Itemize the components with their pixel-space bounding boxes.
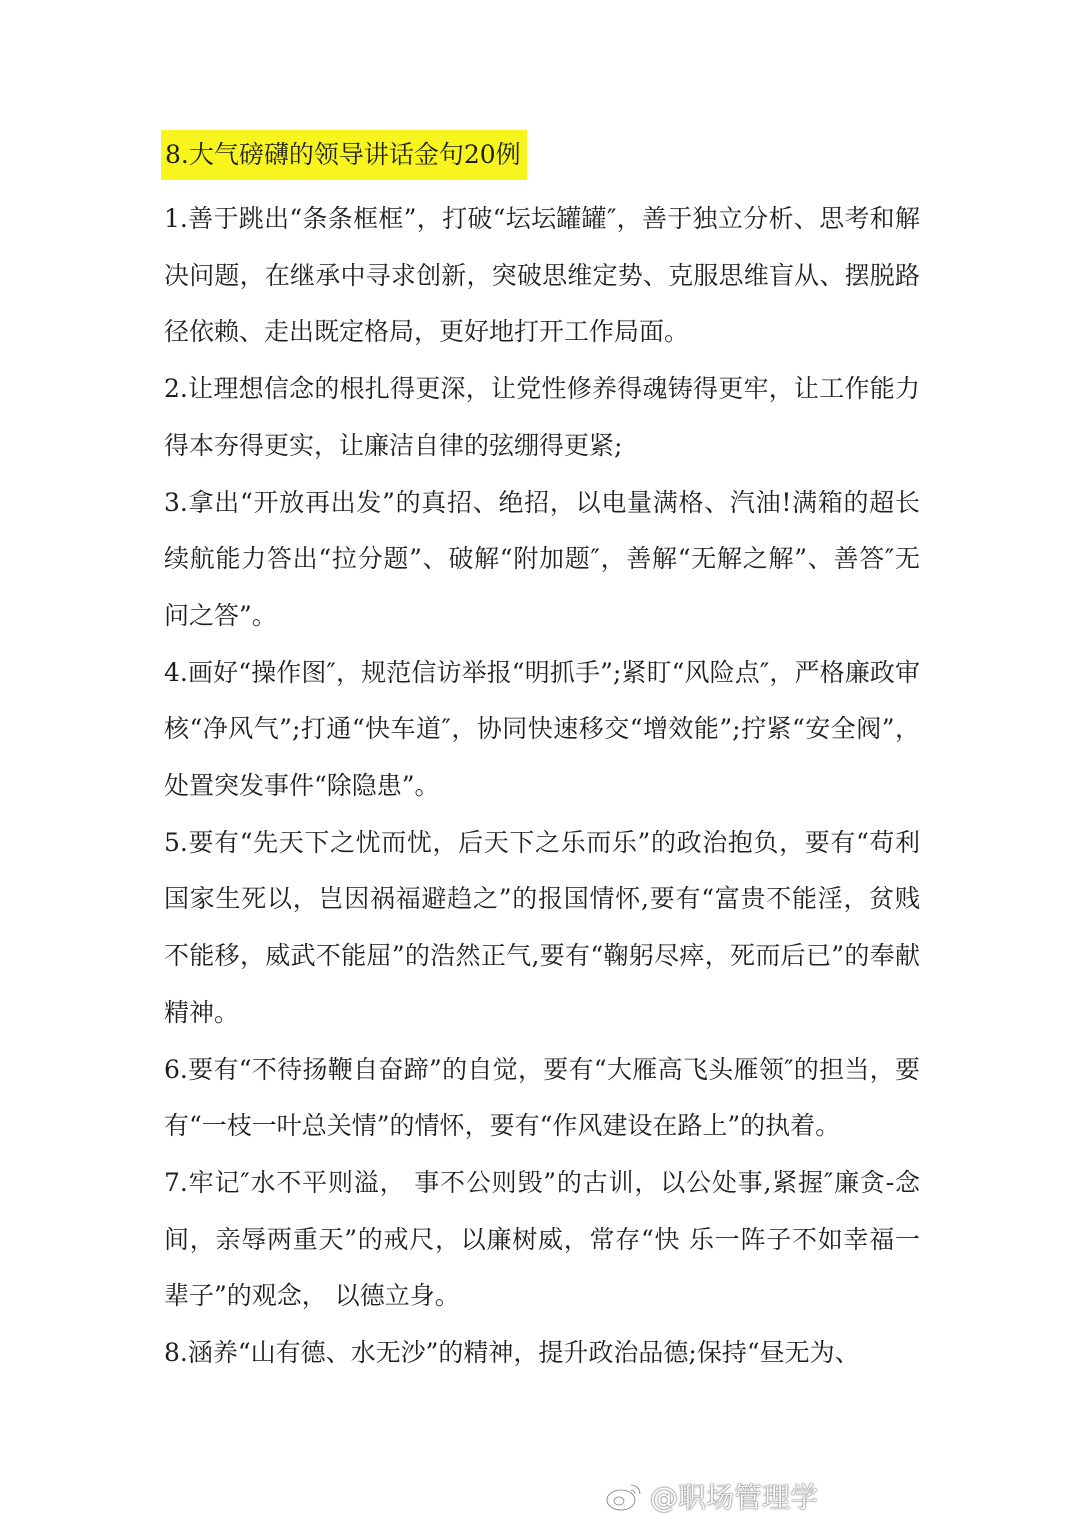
paragraph-2: 2.让理想信念的根扎得更深，让党性修养得魂铸得更牢，让工作能力得本夯得更实，让廉洁自律的弦绷得更紧; xyxy=(164,374,920,460)
watermark xyxy=(604,1474,818,1518)
paragraph-8: 8.涵养“山有德、水无沙”的精神，提升政治品德;保持“昼无为、 xyxy=(164,1338,860,1368)
paragraph-1: 1.善于跳出“条条框框”，打破“坛坛罐罐″，善于独立分析、思考和解决问题，在继承中寻求创新，突破思维定势、克服思维盲从、摆脱路径依赖、走出既定格局，更好地打开工作局面。 xyxy=(164,204,920,347)
paragraph-3: 3.拿出“开放再出发”的真招、绝招，以电量满格、汽油!满箱的超长续航能力答出“拉分题”、破解“附加题″，善解“无解之解”、善答″无问之答”。 xyxy=(164,487,920,630)
document-title: 8.大气磅礴的领导讲话金句20例 xyxy=(161,130,527,180)
paragraph-5: 5.要有“先天下之忧而忧，后天下之乐而乐”的政治抱负，要有“苟利国家生死以，岂因祸福避趋之”的报国情怀,要有“富贵不能淫，贫贱不能移，威武不能屈”的浩然正气,要有“鞠躬尽瘁，死而后已”的奉献精神。 xyxy=(164,827,920,1027)
document-body xyxy=(164,191,920,1382)
watermark-text: @职场管理学 xyxy=(650,1481,819,1514)
paragraph-6: 6.要有“不待扬鞭自奋蹄”的自觉，要有“大雁高飞头雁领″的担当，要有“一枝一叶总关情”的情怀，要有“作风建设在路上”的执着。 xyxy=(164,1054,920,1141)
paragraph-7: 7.牢记″水不平则溢， 事不公则毁”的古训，以公处事,紧握″廉贪-念间，亲辱两重天”的戒尺，以廉树威，常存“快 乐一阵子不如幸福一辈子”的观念， 以德立身。 xyxy=(164,1167,920,1311)
paragraph-4: 4.画好“操作图″，规范信访举报“明抓手”;紧盯“风险点″，严格廉政审核“净风气”;打通“快车道″，协同快速移交“增效能”;拧紧“安全阀”，处置突发事件“除隐患”。 xyxy=(164,657,920,801)
weibo-icon xyxy=(604,1480,644,1512)
